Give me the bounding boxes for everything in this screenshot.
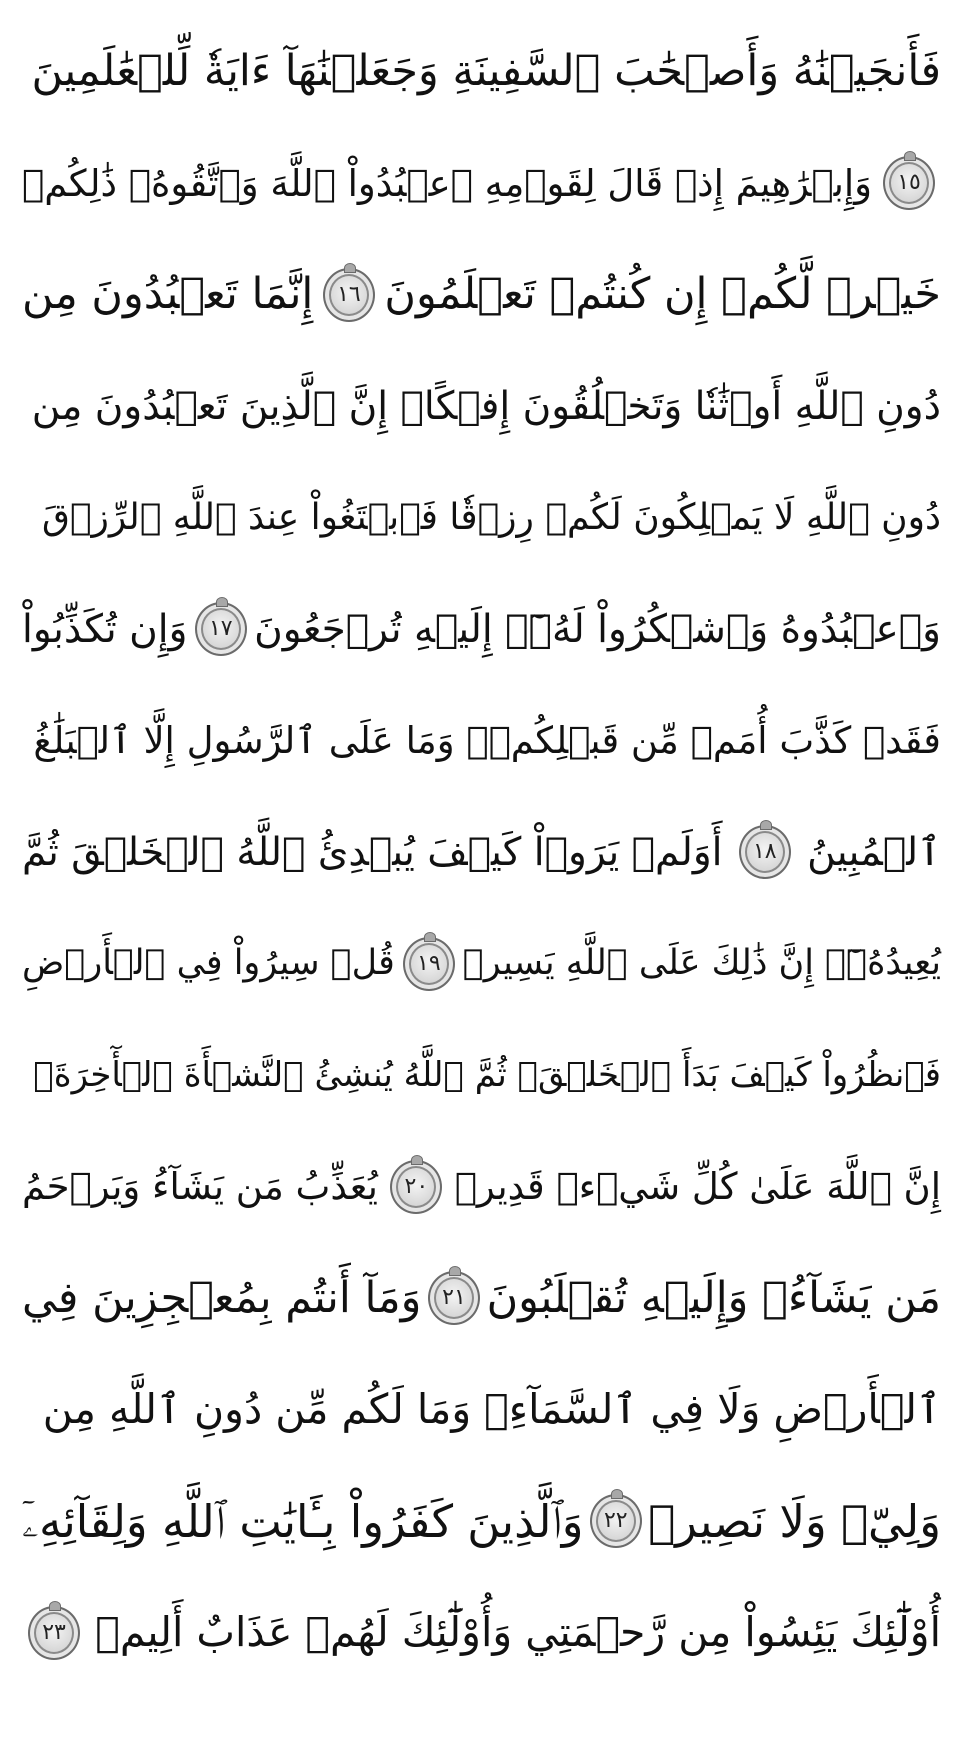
verse-text: دُونِ ٱللَّهِ لَا يَمۡلِكُونَ لَكُمۡ رِزۡقٗا فَٱبۡتَغُواْ عِندَ ٱللَّهِ ٱلرِّزۡقَ (41, 496, 941, 538)
ayah-number-marker: ١٧ (195, 602, 247, 656)
verse-text: وَلِيّٖ وَلَا نَصِيرٖ (648, 1494, 941, 1548)
verse-text: ٱلۡمُبِينُ (807, 829, 941, 875)
text-line-12 (0, 1243, 965, 1355)
verse-text: يُعِيدُهُۥٓۚ إِنَّ ذَٰلِكَ عَلَى ٱللَّهِ يَسِيرٞ (462, 943, 941, 984)
text-line-4 (0, 351, 965, 463)
ayah-number-marker: ٢٢ (590, 1494, 642, 1548)
verse-lines (0, 16, 965, 1689)
text-line-15 (0, 1577, 965, 1689)
verse-text: وَإِن تُكَذِّبُواْ (22, 606, 188, 652)
text-line-13 (0, 1354, 965, 1466)
verse-text: وَٱعۡبُدُوهُ وَٱشۡكُرُواْ لَهُۥٓۖ إِلَيۡهِ تُرۡجَعُونَ (254, 606, 941, 652)
verse-text: فَأَنجَيۡنَٰهُ وَأَصۡحَٰبَ ٱلسَّفِينَةِ وَجَعَلۡنَٰهَآ ءَايَةٗ لِّلۡعَٰلَمِينَ (31, 46, 941, 97)
verse-text: خَيۡرٞ لَّكُمۡ إِن كُنتُمۡ تَعۡلَمُونَ (384, 269, 941, 320)
verse-text: مَن يَشَآءُۖ وَإِلَيۡهِ تُقۡلَبُونَ (486, 1272, 941, 1323)
ayah-number-marker: ١٥ (883, 156, 935, 210)
verse-text: ٱلۡأَرۡضِ وَلَا فِي ٱلسَّمَآءِۖ وَمَا لَكُم مِّن دُونِ ٱللَّهِ مِن (42, 1385, 941, 1434)
ayah-number-marker: ٢٣ (28, 1606, 80, 1660)
ayah-number-marker: ٢١ (428, 1271, 480, 1325)
text-line-10 (0, 1020, 965, 1132)
verse-text: قُلۡ سِيرُواْ فِي ٱلۡأَرۡضِ (22, 943, 395, 984)
verse-text: فَقَدۡ كَذَّبَ أُمَمٞ مِّن قَبۡلِكُمۡۖ وَمَا عَلَى ٱلرَّسُولِ إِلَّا ٱلۡبَلَٰغُ (33, 719, 941, 763)
ayah-number-marker: ١٦ (323, 268, 375, 322)
verse-text: أُوْلَٰٓئِكَ يَئِسُواْ مِن رَّحۡمَتِي وَأُوْلَٰٓئِكَ لَهُمۡ عَذَابٌ أَلِيمٞ (95, 1608, 941, 1657)
text-line-2 (0, 128, 965, 240)
ayah-number-marker: ١٨ (739, 825, 791, 879)
ayah-number-marker: ١٩ (403, 937, 455, 991)
text-line-5 (0, 462, 965, 574)
verse-text: إِنَّمَا تَعۡبُدُونَ مِن (22, 269, 314, 320)
verse-text: فَٱنظُرُواْ كَيۡفَ بَدَأَ ٱلۡخَلۡقَۚ ثُمَّ ٱللَّهُ يُنشِئُ ٱلنَّشۡأَةَ ٱلۡأٓخِرَةَۚ (33, 1055, 941, 1096)
text-line-7 (0, 685, 965, 797)
verse-text: وَإِبۡرَٰهِيمَ إِذۡ قَالَ لِقَوۡمِهِ ٱعۡبُدُواْ ٱللَّهَ وَٱتَّقُوهُۖ ذَٰلِكُمۡ (22, 161, 873, 205)
verse-text: وَمَآ أَنتُم بِمُعۡجِزِينَ فِي (22, 1272, 422, 1323)
verse-text: إِنَّ ٱللَّهَ عَلَىٰ كُلِّ شَيۡءٖ قَدِيرٞ (454, 1165, 941, 1209)
ayah-number-marker: ٢٠ (390, 1160, 442, 1214)
text-line-9 (0, 908, 965, 1020)
text-line-3 (0, 239, 965, 351)
verse-text: أَوَلَمۡ يَرَوۡاْ كَيۡفَ يُبۡدِئُ ٱللَّهُ ٱلۡخَلۡقَ ثُمَّ (22, 829, 723, 875)
text-line-14 (0, 1466, 965, 1578)
text-line-6 (0, 574, 965, 686)
text-line-8 (0, 797, 965, 909)
verse-text: وَٱلَّذِينَ كَفَرُواْ بِـَٔايَٰتِ ٱللَّهِ وَلِقَآئِهِۦٓ (22, 1494, 584, 1548)
verse-text: يُعَذِّبُ مَن يَشَآءُ وَيَرۡحَمُ (22, 1165, 378, 1209)
text-line-1 (0, 16, 965, 128)
text-line-11 (0, 1131, 965, 1243)
verse-text: دُونِ ٱللَّهِ أَوۡثَٰنٗا وَتَخۡلُقُونَ إِفۡكًاۚ إِنَّ ٱلَّذِينَ تَعۡبُدُونَ مِن (31, 383, 941, 429)
